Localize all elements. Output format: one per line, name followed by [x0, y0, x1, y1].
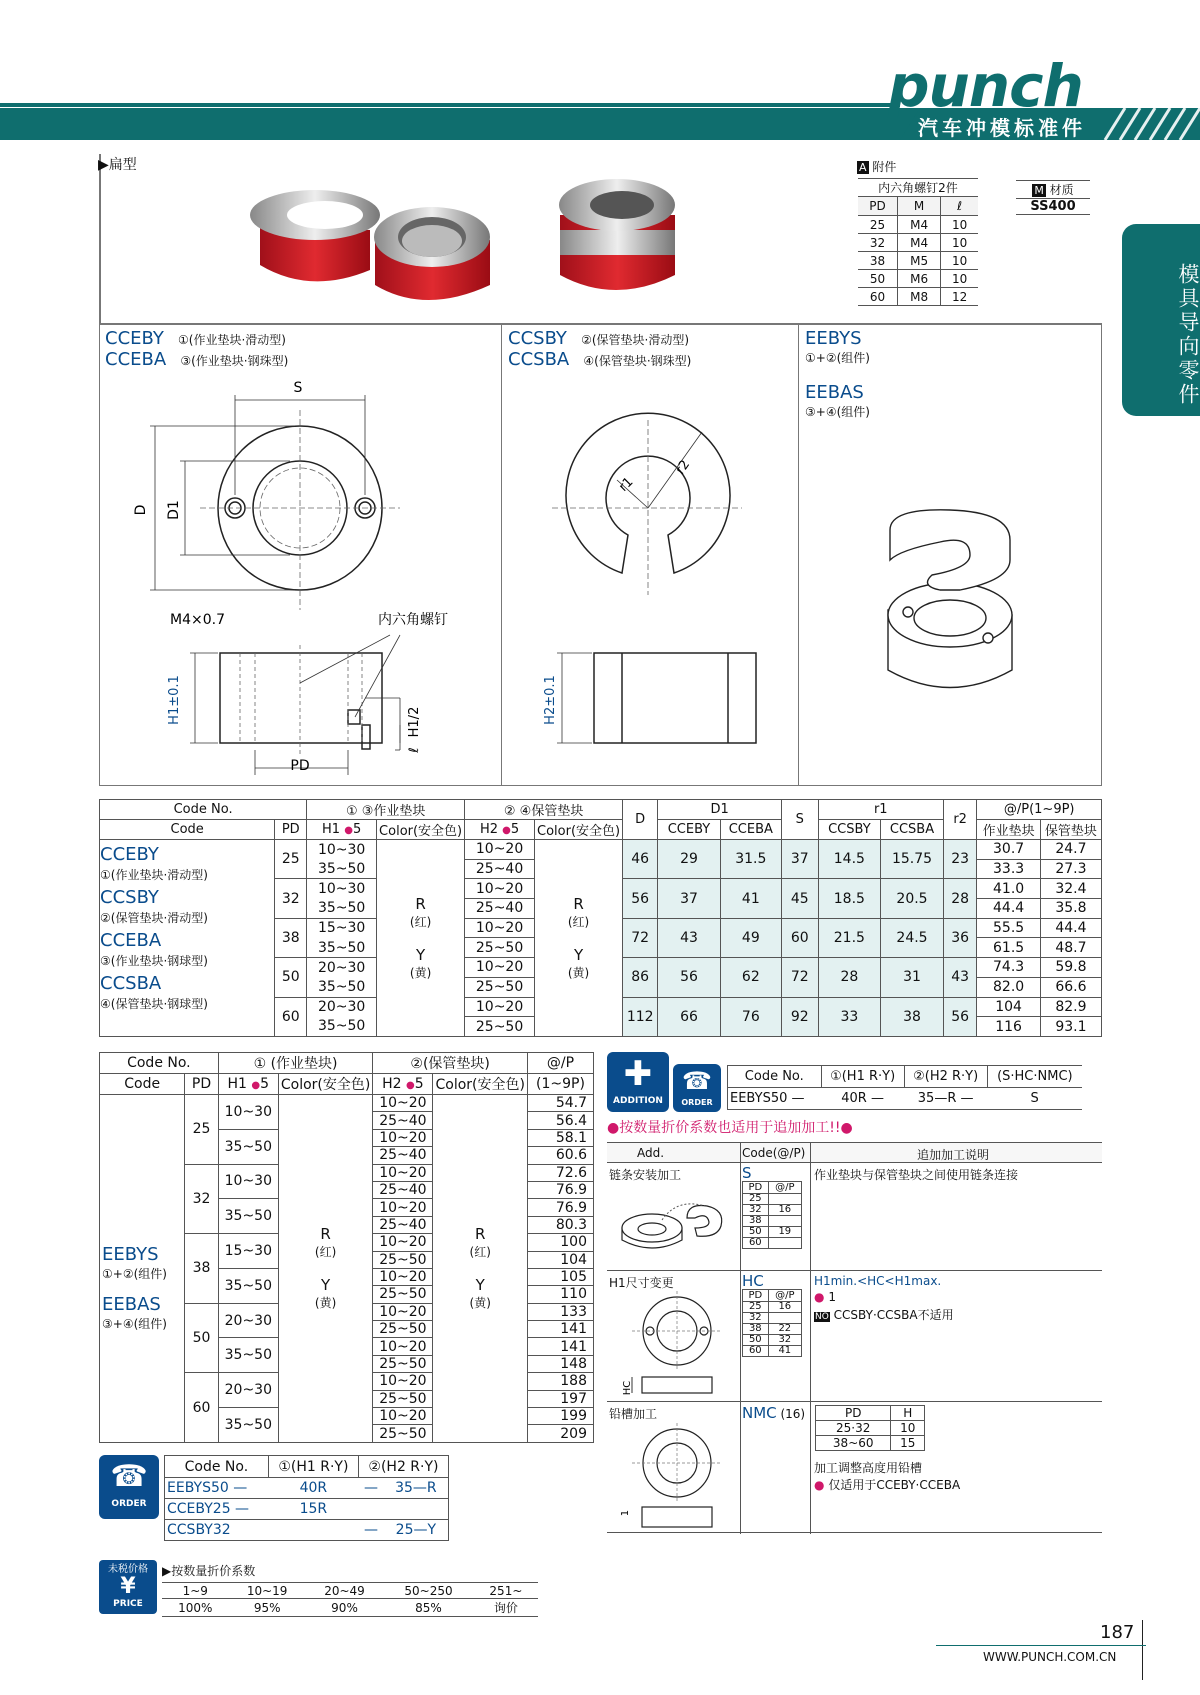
table-row: 50 20~30 10~20 133 [100, 1303, 594, 1320]
dim-H1half: H1/2 [407, 706, 422, 738]
table-row: 35~50 10~20 58.1 [100, 1129, 594, 1146]
nmc-drawing [622, 1423, 732, 1531]
side-tab: 模具导向零件 [1122, 224, 1200, 416]
table-row: 60 20~30 10~20 112 66 76 92 33 38 56 104 82.9 [100, 997, 1102, 1017]
product-photos [250, 175, 690, 310]
table-row: 35~50 25~40 44.4 35.8 [100, 899, 1102, 919]
sub-row: 50 32 [743, 1335, 802, 1346]
hc-drawing [622, 1291, 732, 1399]
order-row: CCEBY25 — 15R [165, 1499, 449, 1520]
dim-r2: r2 [672, 457, 694, 478]
dim-D: D [133, 504, 149, 516]
spec-code: CCSBA [100, 973, 162, 994]
table-row: 35~50 10~20 105 [100, 1268, 594, 1285]
sub-row: 38 [743, 1216, 802, 1227]
table-row: 25~50 141 [100, 1321, 594, 1338]
hc-sub-table: PD @/P 25 16 32 38 22 50 32 60 41 [742, 1289, 802, 1357]
order-example-table: Code No. ①(H1 R·Y) ②(H2 R·Y) EEBYS50 — 40R — 35—R CCEBY25 — 15R CCSBY32 — 25—Y [164, 1455, 449, 1541]
table-row: 32 10~30 10~20 72.6 [100, 1164, 594, 1181]
attachment-badge: A [859, 161, 867, 174]
dim-H2: H2±0.1 [543, 675, 558, 725]
table-row: 38 15~30 10~20 72 43 49 60 21.5 24.5 36 55.5 44.4 [100, 918, 1102, 938]
add-item-chain: 链条安装加工 [609, 1168, 682, 1182]
panel3-drawing [860, 520, 1030, 710]
dim-PD: PD [290, 758, 310, 774]
material-label: M 材质 [1016, 180, 1090, 199]
phone-icon: ☎ [110, 1459, 148, 1494]
footer-url: WWW.PUNCH.COM.CN [983, 1650, 1117, 1664]
dim-M: M4×0.7 [170, 612, 225, 628]
table-row: 38 15~30 10~20 100 [100, 1234, 594, 1251]
nmc-sub-table: PD H 25·32 10 38~60 15 [815, 1405, 925, 1451]
sub-row: 38~60 15 [816, 1436, 925, 1451]
dim-H1: H1±0.1 [167, 675, 182, 725]
attachment-label: 附件 [872, 160, 897, 174]
brand-logo: punch [888, 52, 1083, 120]
add-code-HC: HC [742, 1272, 764, 1290]
table-row: CCEBY ①(作业垫块·滑动型) CCSBY ②(保管垫块·滑动型) CCEBA ③(作业垫块·钢球型) CCSBA ④(保管垫块·钢球型) 25 10~30 R (红) Y (黄) 10~20 R (红) Y (黄) 46 29 31.5 37 14.5 15.75 23 30.7 24.7 [100, 840, 1102, 860]
spec-code: CCEBY [100, 844, 159, 865]
table-row: 35~50 25~50 116 93.1 [100, 1017, 1102, 1037]
addition-table: Add. Code(@/P) 追加加工说明 链条安装加工 S PD @/P 25 32 16 38 50 19 60 作业垫块与保管垫块之间使用链条连接 H1尺寸变更 HC HC PD @/P 25 16 32 38 22 50 32 60 41 H1min.<HC<H1max. ● 1 NO CCSBY·CCSBA不适用 铅槽加工 1 NMC (16) PD H 25·32 10 38~60 15 加工调整高度用铅槽 ● 仅适用于CCEBY·CCEBA [607, 1142, 1102, 1533]
page-number: 187 [1100, 1622, 1135, 1643]
price-table: 1~9 10~19 20~49 50~250 251~ 100% 95% 90% 85% 询价 [162, 1582, 538, 1617]
plus-icon: ✚ [623, 1054, 653, 1094]
table-row: 25~50 197 [100, 1390, 594, 1407]
table-row: 25~50 148 [100, 1355, 594, 1372]
section-title: ▶扁型 [98, 157, 137, 173]
table-row: 50 20~30 10~20 86 56 62 72 28 31 43 74.3 59.8 [100, 958, 1102, 978]
table-row: 35~50 25~50 82.0 66.6 [100, 977, 1102, 997]
attachment-table: 内六角螺钉2件 PD M ℓ 25 M4 10 32 M4 10 38 M5 10 50 M6 10 60 M8 12 [858, 178, 978, 306]
panel2-header: CCSBY ②(保管垫块·滑动型) CCSBA ④(保管垫块·钢珠型) [508, 328, 692, 370]
ee-code: EEBYS [102, 1244, 159, 1266]
table-row: 35~50 10~20 199 [100, 1408, 594, 1425]
table-row: 25~40 56.4 [100, 1112, 594, 1129]
sub-row: 60 41 [743, 1346, 802, 1357]
sub-row: 38 22 [743, 1324, 802, 1335]
table-row: 35~50 25~50 61.5 48.7 [100, 938, 1102, 958]
brand-subtitle: 汽车冲模标准件 [918, 116, 1086, 140]
chain-sub-table: PD @/P 25 32 16 38 50 19 60 [742, 1181, 802, 1249]
price-badge: 未税价格 ¥ PRICE [99, 1560, 157, 1614]
material-value: SS400 [1016, 199, 1090, 215]
order-row: CCSBY32 — 25—Y [165, 1520, 449, 1541]
table-row: 25~50 104 [100, 1251, 594, 1268]
sub-row: 50 19 [743, 1227, 802, 1238]
add-item-nmc: 铅槽加工 [609, 1407, 658, 1421]
add-code-S: S [742, 1164, 752, 1182]
dim-1: 1 [620, 1509, 631, 1517]
attachment-row: 60 M8 12 [858, 288, 978, 306]
addition-order-table: Code No. ①(H1 R·Y) ②(H2 R·Y) (S·HC·NMC) EEBYS50 — 40R — 35—R — S [727, 1065, 1082, 1110]
dim-screw: 内六角螺钉 [378, 612, 448, 628]
dim-r1: r1 [616, 474, 637, 495]
chain-drawing [617, 1198, 727, 1263]
panel1-header: CCEBY ①(作业垫块·滑动型) CCEBA ③(作业垫块·钢珠型) [105, 328, 289, 370]
panel3-code1: EEBYS [805, 328, 862, 349]
table-row: 25~50 209 [100, 1425, 594, 1442]
panel3-code2: EEBAS [805, 382, 864, 403]
attachment-row: 38 M5 10 [858, 252, 978, 270]
table-row: 25~50 110 [100, 1286, 594, 1303]
sub-row: 25·32 10 [816, 1421, 925, 1436]
dim-D1: D1 [166, 500, 182, 520]
ee-table: Code No. ① (作业垫块) ②(保管垫块) @/P Code PD H1 ●5 Color(安全色) H2 ●5 Color(安全色) (1~9P) EEBYS ①+②(组件) EEBAS ③+④(组件) 25 10~30 R (红) Y (黄) 10~20 R (红) Y (黄) 54.7 25~40 56.4 35~50 10~20 58.1 25~40 60.6 32 10~30 10~20 72.6 25~40 76.9 35~50 10~20 76.9 25~40 80.3 38 15~30 10~20 100 25~50 104 35~50 10~20 105 25~50 110 50 20~30 10~20 133 25~50 141 35~50 10~20 141 25~50 148 60 20~30 10~20 188 25~50 197 35~50 10~20 199 25~50 209 [99, 1052, 594, 1443]
addition-badge: ✚ ADDITION [607, 1052, 669, 1112]
table-row: 60 20~30 10~20 188 [100, 1373, 594, 1390]
yen-icon: ¥ [120, 1574, 136, 1599]
table-row: 25~40 60.6 [100, 1147, 594, 1164]
dim-HC: HC [622, 1380, 633, 1396]
panel2-drawing [502, 370, 798, 780]
table-row: 25~40 76.9 [100, 1181, 594, 1198]
panel2-code2: CCSBA [508, 349, 570, 370]
add-code-NMC: NMC [742, 1404, 777, 1422]
spec-code: CCSBY [100, 887, 159, 908]
dim-S: S [293, 380, 303, 396]
panel1-code1: CCEBY [105, 328, 164, 349]
table-row: 35~50 25~40 33.3 27.3 [100, 859, 1102, 879]
addition-order-badge: ☎ ORDER [673, 1064, 721, 1112]
dim-l: ℓ [407, 747, 422, 753]
ee-code: EEBAS [102, 1294, 161, 1316]
sub-row: 32 16 [743, 1205, 802, 1216]
order-row: EEBYS50 — 40R — 35—R [165, 1478, 449, 1499]
sub-row: 60 [743, 1238, 802, 1249]
table-row: 35~50 10~20 76.9 [100, 1199, 594, 1216]
sub-row: 25 [743, 1194, 802, 1205]
addition-notice: ●按数量折价系数也适用于追加加工!!● [607, 1120, 853, 1136]
attachment-row: 32 M4 10 [858, 234, 978, 252]
attachment-row: 50 M6 10 [858, 270, 978, 288]
panel3-header: EEBYS ①+②(组件) EEBAS ③+④(组件) [805, 328, 870, 419]
spec-table: Code No. ① ③作业垫块 ② ④保管垫块 D D1 S r1 r2 @/P(1~9P) Code PD H1 ●5 Color(安全色) H2 ●5 Color(安全色) CCEBY CCEBA CCSBY CCSBA 作业垫块 保管垫块 CCEBY ①(作业垫块·滑动型) CCSBY ②(保管垫块·滑动型) CCEBA ③(作业垫块·钢球型) CCSBA ④(保管垫块·钢球型) 25 10~30 R (红) Y (黄) 10~20 R (红) Y (黄) 46 29 31.5 37 14.5 15.75 23 30.7 24.7 35~50 25~40 33.3 27.3 32 10~30 10~20 56 37 41 45 18.5 20.5 28 41.0 32.4 35~50 25~40 44.4 35.8 38 15~30 10~20 72 43 49 60 21.5 24.5 36 55.5 44.4 35~50 25~50 61.5 48.7 50 20~30 10~20 86 56 62 72 28 31 43 74.3 59.8 35~50 25~50 82.0 66.6 60 20~30 10~20 112 66 76 92 33 38 56 104 82.9 35~50 25~50 116 93.1 [99, 799, 1102, 1037]
panel1-code2: CCEBA [105, 349, 167, 370]
table-row: 25~40 80.3 [100, 1216, 594, 1233]
add-item-hc: H1尺寸变更 [609, 1276, 674, 1290]
spec-code: CCEBA [100, 930, 162, 951]
sub-row: 25 16 [743, 1302, 802, 1313]
table-row: EEBYS ①+②(组件) EEBAS ③+④(组件) 25 10~30 R (红) Y (黄) 10~20 R (红) Y (黄) 54.7 [100, 1095, 594, 1112]
price-title: ▶按数量折价系数 [162, 1564, 256, 1578]
panel2-code1: CCSBY [508, 328, 567, 349]
sub-row: 32 [743, 1313, 802, 1324]
attachment-row: 25 M4 10 [858, 216, 978, 234]
table-row: 32 10~30 10~20 56 37 41 45 18.5 20.5 28 41.0 32.4 [100, 879, 1102, 899]
order-badge: ☎ ORDER [99, 1455, 159, 1519]
table-row: 35~50 10~20 141 [100, 1338, 594, 1355]
panel1-drawing [100, 370, 500, 780]
phone-icon: ☎ [682, 1067, 712, 1095]
